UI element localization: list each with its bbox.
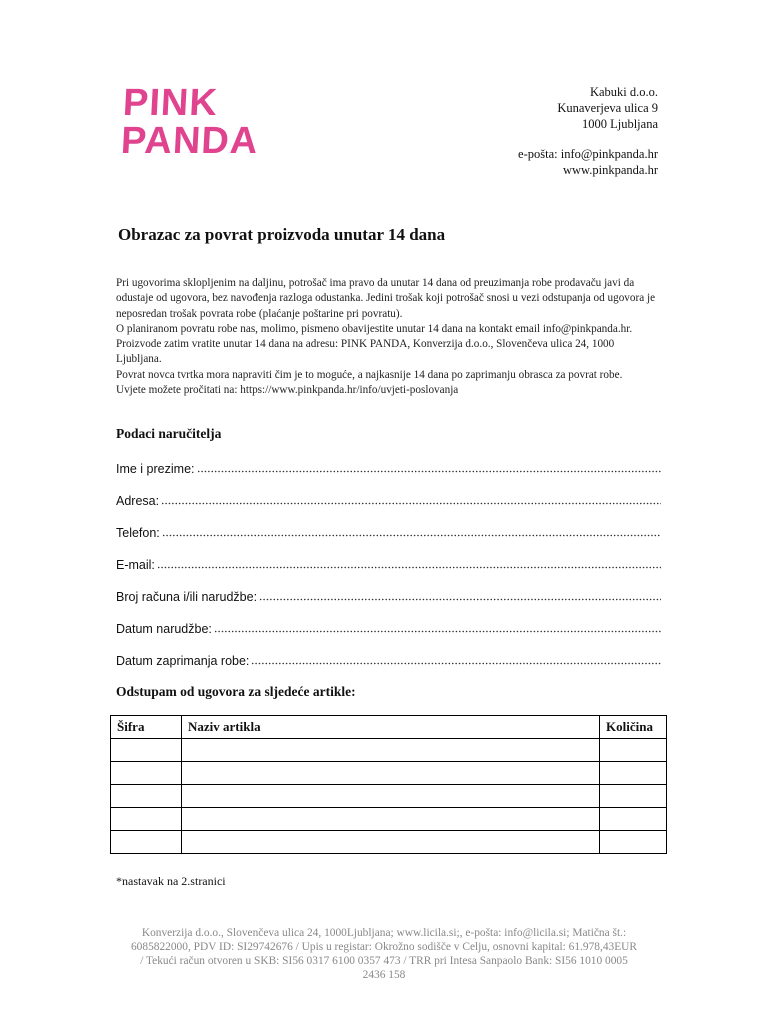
- code-cell[interactable]: [111, 762, 182, 785]
- company-address-block: [518, 84, 658, 178]
- item-name-column-header: Naziv artikla: [182, 716, 600, 739]
- email-label: E-mail:: [116, 558, 155, 572]
- phone-fill-line[interactable]: [162, 533, 661, 537]
- table-row: [111, 808, 667, 831]
- logo-line-2: PANDA: [119, 120, 260, 162]
- order-date-fill-line[interactable]: [214, 629, 661, 633]
- receipt-date-field[interactable]: [116, 650, 661, 668]
- email-field[interactable]: [116, 554, 661, 572]
- order-date-label: Datum narudžbe:: [116, 622, 212, 636]
- code-cell[interactable]: [111, 785, 182, 808]
- email-fill-line[interactable]: [157, 565, 661, 569]
- code-column-header: Šifra: [111, 716, 182, 739]
- company-website: www.pinkpanda.hr: [562, 163, 658, 177]
- quantity-cell[interactable]: [600, 808, 667, 831]
- withdrawal-heading: Odstupam od ugovora za sljedeće artikle:: [116, 684, 356, 699]
- quantity-cell[interactable]: [600, 739, 667, 762]
- address-fill-line[interactable]: [161, 501, 661, 505]
- receipt-date-fill-line[interactable]: [251, 661, 661, 665]
- item-name-cell[interactable]: [182, 785, 600, 808]
- form-title: Obrazac za povrat proizvoda unutar 14 dana: [118, 225, 446, 244]
- item-name-cell[interactable]: [182, 762, 600, 785]
- address-field[interactable]: [116, 490, 661, 508]
- order-number-fill-line[interactable]: [259, 597, 661, 601]
- intro-text: [116, 276, 661, 398]
- quantity-cell[interactable]: [600, 762, 667, 785]
- quantity-cell[interactable]: [600, 785, 667, 808]
- company-footer: [110, 926, 658, 982]
- phone-label: Telefon:: [116, 526, 160, 540]
- table-row: [111, 785, 667, 808]
- intro-paragraph-1: Pri ugovorima sklopljenim na daljinu, potrošač ima pravo da unutar 14 dana od preuzimanja robe prodavaču javi da odustaje od ugovora, bez navođenja razloga odustanka. Jedini trošak koji potrošač snosi u vezi odstupanja od ugovora je neposredan trošak povrata robe (plaćanje poštarine pri povratu).: [116, 277, 656, 320]
- quantity-column-header: Količina: [600, 716, 667, 739]
- intro-paragraph-4: Povrat novca tvrtka mora napraviti čim je to moguće, a najkasnije 14 dana po zaprimanju obrasca za povrat robe.: [116, 368, 623, 381]
- code-cell[interactable]: [111, 739, 182, 762]
- footer-line-3: / Tekući račun otvoren u SKB: SI56 0317 6100 0357 473 / TRR pri Intesa Sanpaolo Bank: SI56 1010 0005: [140, 955, 628, 967]
- name-field[interactable]: [116, 458, 661, 476]
- item-name-cell[interactable]: [182, 831, 600, 854]
- receipt-date-label: Datum zaprimanja robe:: [116, 654, 250, 668]
- table-row: [111, 762, 667, 785]
- name-fill-line[interactable]: [197, 469, 662, 473]
- company-email: e-pošta: info@pinkpanda.hr: [518, 147, 658, 161]
- customer-data-heading: Podaci naručitelja: [116, 426, 222, 441]
- quantity-cell[interactable]: [600, 831, 667, 854]
- address-label: Adresa:: [116, 494, 160, 508]
- table-row: [111, 739, 667, 762]
- footer-line-1: Konverzija d.o.o., Slovenčeva ulica 24, 1000Ljubljana; www.licila.si;, e-pošta: info@licila.si; Matična št.:: [141, 927, 627, 939]
- intro-paragraph-3: Proizvode zatim vratite unutar 14 dana na adresu: PINK PANDA, Konverzija d.o.o., Slovenčeva ulica 24, 1000 Ljubljana.: [116, 338, 615, 366]
- pink-panda-logo: [120, 84, 264, 160]
- order-number-field[interactable]: [116, 586, 661, 604]
- phone-field[interactable]: [116, 522, 661, 540]
- order-number-label: Broj računa i/ili narudžbe:: [116, 590, 258, 604]
- code-cell[interactable]: [111, 808, 182, 831]
- logo-line-1: PINK: [121, 82, 219, 124]
- footer-line-2: 6085822000, PDV ID: SI29742676 / Upis u registar: Okrožno sodišče v Celju, osnovni kapital: 61.978,43EUR: [130, 941, 637, 953]
- table-header-row: [111, 716, 667, 739]
- table-row: [111, 831, 667, 854]
- code-cell[interactable]: [111, 831, 182, 854]
- company-city: 1000 Ljubljana: [581, 117, 658, 131]
- intro-paragraph-5: Uvjete možete pročitati na: https://www.pinkpanda.hr/info/uvjeti-poslovanja: [116, 384, 459, 397]
- name-label: Ime i prezime:: [116, 462, 195, 476]
- item-name-cell[interactable]: [182, 808, 600, 831]
- footer-line-4: 2436 158: [362, 969, 406, 981]
- return-items-table: [110, 715, 667, 854]
- continuation-note: *nastavak na 2.stranici: [116, 874, 226, 888]
- order-date-field[interactable]: [116, 618, 661, 636]
- company-name: Kabuki d.o.o.: [589, 85, 658, 99]
- item-name-cell[interactable]: [182, 739, 600, 762]
- company-street: Kunaverjeva ulica 9: [557, 101, 658, 115]
- intro-paragraph-2: O planiranom povratu robe nas, molimo, pismeno obavijestite unutar 14 dana na kontakt email info@pinkpanda.hr.: [116, 322, 633, 335]
